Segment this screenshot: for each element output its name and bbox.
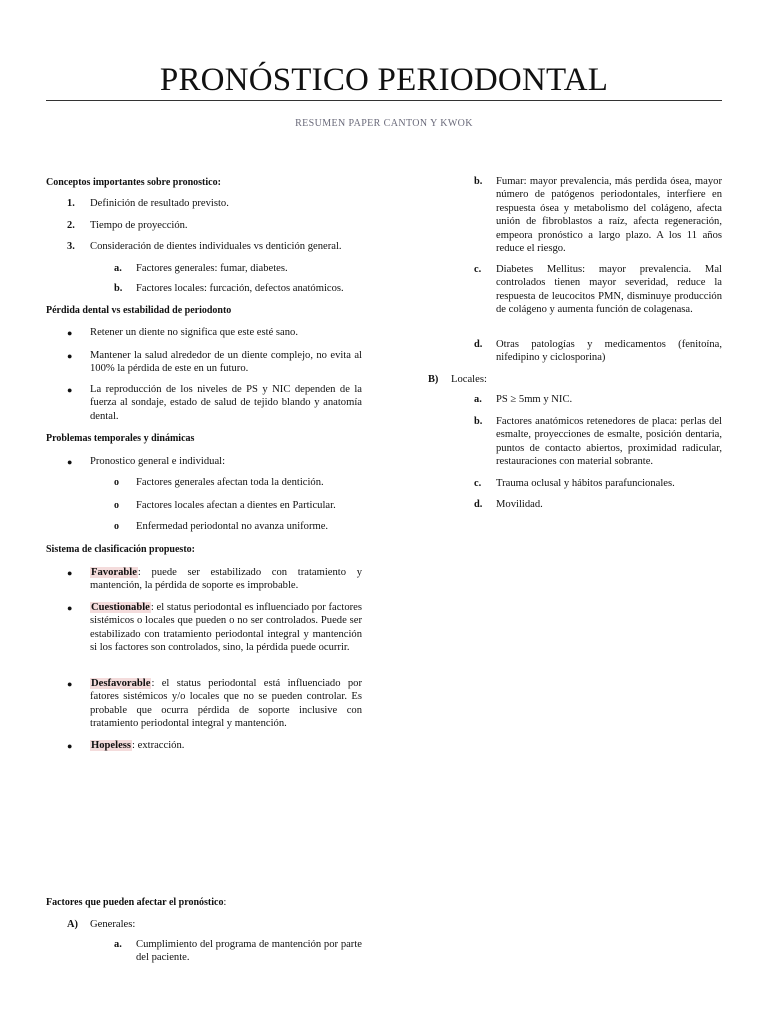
title-divider	[46, 100, 722, 101]
bullet-icon: ●	[67, 351, 73, 361]
group-marker: B)	[428, 374, 439, 385]
bullet-icon: ●	[67, 457, 73, 467]
sublist-marker: d.	[474, 499, 483, 510]
sublist-item: PS ≥ 5mm y NIC.	[496, 394, 573, 405]
bullet-item: Pronostico general e individual:	[90, 456, 226, 467]
classification-item-favorable	[90, 566, 362, 593]
sublist-marker: a.	[114, 939, 122, 950]
page-title: PRONÓSTICO PERIODONTAL	[159, 62, 609, 98]
term-description: : el status periodontal está influenciado por fatores sistémicos y/o locales que no se pueden controlar. Es probable que ocurra pérdida de soporte inclusive con tratamiento periodontal integral y mantención.	[90, 678, 362, 730]
bullet-icon: ●	[67, 603, 73, 613]
sublist-marker: a.	[474, 394, 482, 405]
sublist-item: Enfermedad periodontal no avanza uniforme.	[136, 521, 329, 532]
sublist-item: Factores locales: furcación, defectos anatómicos.	[136, 283, 344, 294]
bullet-icon: ●	[67, 328, 73, 338]
sublist-item: Factores generales afectan toda la dentición.	[136, 477, 324, 488]
list-marker: 3.	[67, 241, 75, 252]
page-subtitle: RESUMEN PAPER CANTON Y KWOK	[295, 118, 473, 129]
circle-bullet-icon: o	[114, 477, 119, 488]
sublist-item: Factores locales afectan a dientes en Particular.	[136, 500, 336, 511]
section-heading-factores	[46, 896, 226, 909]
term-hopeless: Hopeless	[91, 740, 132, 751]
sublist-item: Factores anatómicos retenedores de placa: perlas del esmalte, proyecciones de esmalte, posición dentaria, puntos de contacto abiertos, proximidad radicular, restauraciones con material sobrante.	[496, 416, 722, 468]
sublist-marker: b.	[474, 416, 483, 427]
bullet-icon: ●	[67, 568, 73, 578]
list-marker: 1.	[67, 198, 75, 209]
section-heading-sistema: Sistema de clasificación propuesto:	[46, 544, 195, 555]
factores-heading-colon: :	[223, 897, 227, 908]
list-item: Definición de resultado previsto.	[90, 198, 229, 209]
bullet-item: Retener un diente no significa que este esté sano.	[90, 327, 298, 338]
group-marker: A)	[67, 919, 78, 930]
bullet-item: La reproducción de los niveles de PS y NIC dependen de la fuerza al sondaje, estado de salud de tejido blando y anatomía dental.	[90, 384, 362, 422]
section-heading-problemas: Problemas temporales y dinámicas	[46, 433, 195, 444]
sublist-marker: b.	[114, 283, 123, 294]
circle-bullet-icon: o	[114, 521, 119, 532]
group-label-generales: Generales:	[90, 919, 136, 930]
section-heading-perdida: Pérdida dental vs estabilidad de periodonto	[46, 305, 232, 316]
section-heading-conceptos: Conceptos importantes sobre pronostico:	[46, 177, 221, 188]
classification-item-desfavorable	[90, 677, 362, 731]
list-item: Tiempo de proyección.	[90, 220, 188, 231]
sublist-marker: d.	[474, 339, 483, 350]
bullet-icon: ●	[67, 741, 73, 751]
list-item: Consideración de dientes individuales vs dentición general.	[90, 241, 342, 252]
sublist-item-diabetes: Diabetes Mellitus: mayor prevalencia. Mal controlados tienen mayor severidad, reduce la respuesta de leucocitos PMN, disminuye producción de colágeno y aumenta función de colagenasa.	[496, 264, 722, 316]
term-description: : extracción.	[132, 740, 185, 751]
group-label-locales: Locales:	[451, 374, 487, 385]
sublist-marker: c.	[474, 478, 482, 489]
sublist-item: Trauma oclusal y hábitos parafuncionales.	[496, 478, 675, 489]
circle-bullet-icon: o	[114, 500, 119, 511]
sublist-item-otras: Otras patologías y medicamentos (fenitoína, nifedipino y ciclosporina)	[496, 339, 722, 364]
bullet-icon: ●	[67, 385, 73, 395]
sublist-item: Cumplimiento del programa de mantención por parte del paciente.	[136, 939, 362, 964]
classification-item-hopeless	[90, 739, 362, 752]
classification-item-cuestionable	[90, 601, 362, 655]
term-cuestionable: Cuestionable	[91, 602, 150, 613]
bullet-icon: ●	[67, 679, 73, 689]
sublist-item-fumar: Fumar: mayor prevalencia, más perdida ósea, mayor número de patógenos periodontales, interfiere en respuesta ósea y metabolismo del colágeno, afecta unión de fibroblastos a raíz, afecta regeneración, empeora pronóstico a largo plazo. A los 11 años reduce el riesgo.	[496, 176, 722, 255]
sublist-marker: a.	[114, 263, 122, 274]
sublist-item: Movilidad.	[496, 499, 543, 510]
sublist-item: Factores generales: fumar, diabetes.	[136, 263, 288, 274]
sublist-marker: b.	[474, 176, 483, 187]
list-marker: 2.	[67, 220, 75, 231]
term-desfavorable: Desfavorable	[91, 678, 151, 689]
bullet-item: Mantener la salud alrededor de un diente complejo, no evita al 100% la pérdida de este en un futuro.	[90, 350, 362, 375]
sublist-marker: c.	[474, 264, 482, 275]
factores-heading-text: Factores que pueden afectar el pronóstico	[46, 897, 224, 908]
term-favorable: Favorable	[91, 567, 137, 578]
term-description: : puede ser estabilizado con tratamiento y mantención, la pérdida de soporte es improbable.	[90, 567, 362, 592]
term-description: : el status periodontal es influenciado por factores sistémicos o locales que pueden o no ser controlados. Puede ser estabilizado con tratamiento periodontal integral y mantención si los factores son controlados, sino, la pérdida puede ocurrir.	[90, 602, 362, 654]
